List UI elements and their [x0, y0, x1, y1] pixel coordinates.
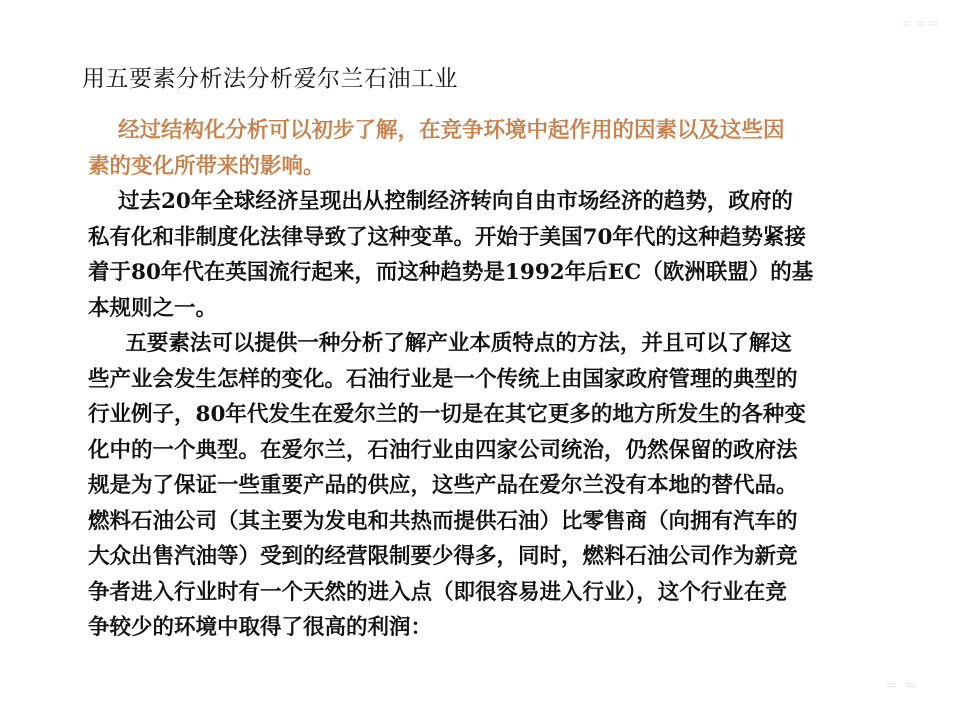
- watermark-mark: ≈≈≈: [900, 16, 942, 32]
- paragraph-2-line: 化中的一个典型。在爱尔兰，石油行业由四家公司统治，仍然保留的政府法: [88, 437, 798, 463]
- highlight-line: 经过结构化分析可以初步了解，在竞争环境中起作用的因素以及这些因: [88, 118, 785, 143]
- highlight-line: 素的变化所带来的影响。: [88, 153, 325, 179]
- paragraph-2-line: 争者进入行业时有一个天然的进入点（即很容易进入行业），这个行业在竞: [88, 579, 787, 605]
- paragraph-1-line: 私有化和非制度化法律导致了这种变革。开始于美国70年代的这种趋势紧接: [88, 224, 806, 250]
- slide-body: [88, 113, 908, 646]
- paragraph-1-line: 过去20年全球经济呈现出从控制经济转向自由市场经济的趋势，政府的: [88, 189, 793, 214]
- paragraph-1-line: 本规则之一。: [88, 295, 218, 321]
- paragraph-2-line: 些产业会发生怎样的变化。石油行业是一个传统上由国家政府管理的典型的: [88, 366, 798, 392]
- paragraph-2-line: 五要素法可以提供一种分析了解产业本质特点的方法，并且可以了解这: [88, 331, 792, 356]
- paragraph-2-line: 大众出售汽油等）受到的经营限制要少得多，同时，燃料石油公司作为新竞: [88, 544, 798, 569]
- paragraph-2-line: 规是为了保证一些重要产品的供应，这些产品在爱尔兰没有本地的替代品。: [88, 473, 798, 498]
- watermark-mark: ≈ ≈: [885, 676, 918, 694]
- paragraph-2-line: 争较少的环境中取得了很高的利润：: [88, 615, 433, 640]
- paragraph-2-line: 行业例子，80年代发生在爱尔兰的一切是在其它更多的地方所发生的各种变: [88, 402, 806, 427]
- paragraph-1-line: 着于80年代在英国流行起来，而这种趋势是1992年后EC（欧洲联盟）的基: [88, 260, 814, 285]
- slide-title: 用五要素分析法分析爱尔兰石油工业: [82, 66, 458, 92]
- paragraph-2-line: 燃料石油公司（其主要为发电和共热而提供石油）比零售商（向拥有汽车的: [88, 508, 798, 534]
